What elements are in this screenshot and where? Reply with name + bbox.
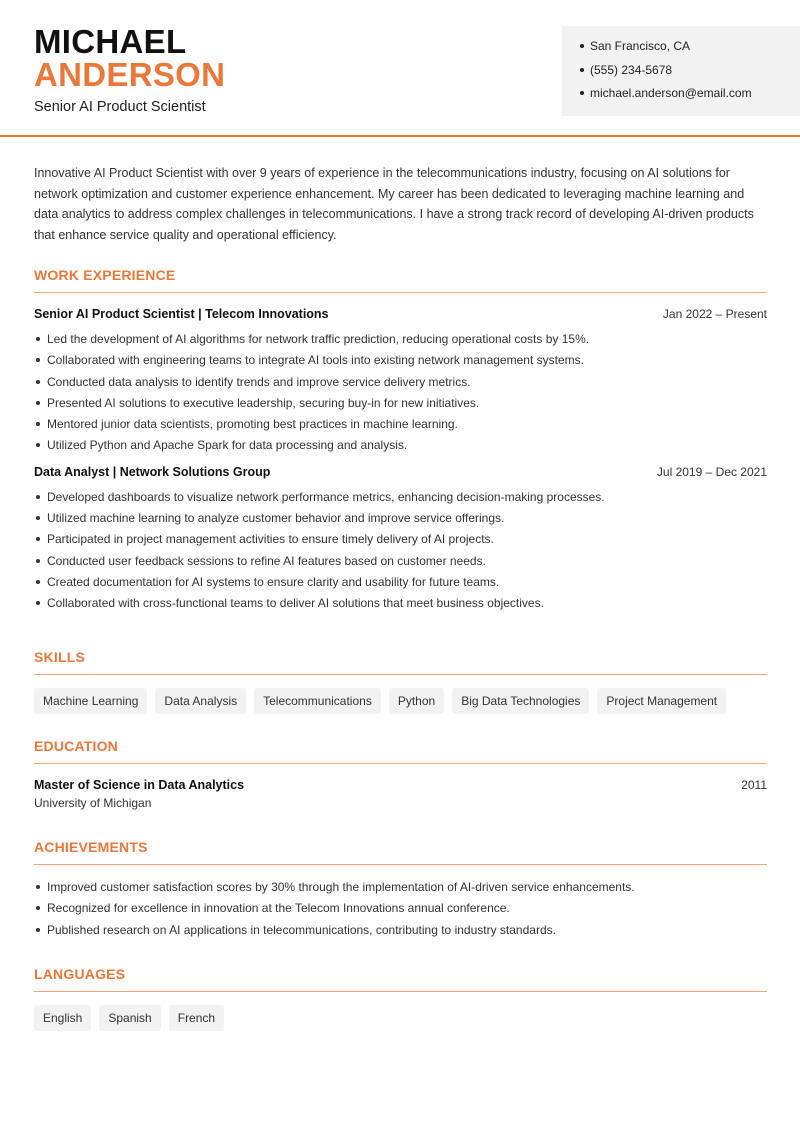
section-title-achievements: ACHIEVEMENTS xyxy=(34,839,767,865)
language-tag: French xyxy=(169,1005,224,1031)
skill-tag: Python xyxy=(389,688,444,714)
summary-section xyxy=(34,163,767,246)
section-title-education: EDUCATION xyxy=(34,738,767,764)
list-item: Presented AI solutions to executive leadership, securing buy-in for new initiatives. xyxy=(34,395,767,416)
achievements-list xyxy=(34,879,767,943)
section-title-languages: LANGUAGES xyxy=(34,966,767,992)
skill-tag: Machine Learning xyxy=(34,688,147,714)
work-experience-section xyxy=(34,267,767,617)
list-item: Collaborated with cross-functional teams to deliver AI solutions that meet business objectives. xyxy=(34,595,767,616)
list-item: Improved customer satisfaction scores by 30% through the implementation of AI-driven service enhancements. xyxy=(34,879,767,900)
list-item: Conducted data analysis to identify trends and improve service delivery metrics. xyxy=(34,374,767,395)
job-header xyxy=(34,307,767,321)
education-entry xyxy=(34,778,767,810)
skills-section xyxy=(34,649,767,714)
contact-phone: (555) 234-5678 xyxy=(580,62,800,86)
education-school: University of Michigan xyxy=(34,796,152,810)
skill-tag: Project Management xyxy=(597,688,726,714)
list-item: Created documentation for AI systems to ensure clarity and usability for future teams. xyxy=(34,574,767,595)
language-tag: Spanish xyxy=(99,1005,160,1031)
skills-tags xyxy=(34,688,767,714)
contact-email[interactable]: michael.anderson@email.com xyxy=(580,85,800,109)
education-section xyxy=(34,738,767,810)
list-item: Published research on AI applications in telecommunications, contributing to industry standards. xyxy=(34,922,767,943)
list-item: Conducted user feedback sessions to refine AI features based on customer needs. xyxy=(34,553,767,574)
languages-section xyxy=(34,966,767,1031)
skill-tag: Data Analysis xyxy=(155,688,246,714)
list-item: Mentored junior data scientists, promoting best practices in machine learning. xyxy=(34,416,767,437)
list-item: Developed dashboards to visualize network performance metrics, enhancing decision-making processes. xyxy=(34,489,767,510)
contact-location: San Francisco, CA xyxy=(580,38,800,62)
list-item: Collaborated with engineering teams to integrate AI tools into existing network management systems. xyxy=(34,352,767,373)
job-role: Senior AI Product Scientist | Telecom Innovations xyxy=(34,307,329,321)
last-name: ANDERSON xyxy=(34,56,226,93)
job-header xyxy=(34,465,767,479)
education-degree: Master of Science in Data Analytics xyxy=(34,778,245,792)
job-bullets xyxy=(34,489,767,617)
skill-tag: Telecommunications xyxy=(254,688,381,714)
list-item: Participated in project management activities to ensure timely delivery of AI projects. xyxy=(34,531,767,552)
education-header xyxy=(34,778,767,792)
list-item: Utilized machine learning to analyze customer behavior and improve service offerings. xyxy=(34,510,767,531)
job-dates: Jan 2022 – Present xyxy=(662,307,767,321)
section-title-skills: SKILLS xyxy=(34,649,767,675)
language-tag: English xyxy=(34,1005,91,1031)
resume-header xyxy=(0,0,800,137)
education-year: 2011 xyxy=(741,778,767,792)
list-item: Recognized for excellence in innovation at the Telecom Innovations annual conference. xyxy=(34,900,767,921)
contact-box xyxy=(562,26,800,116)
list-item: Led the development of AI algorithms for network traffic prediction, reducing operational costs by 15%. xyxy=(34,331,767,352)
section-title-work: WORK EXPERIENCE xyxy=(34,267,767,293)
job-entry xyxy=(34,465,767,617)
achievements-section xyxy=(34,839,767,943)
job-bullets xyxy=(34,331,767,459)
job-entry xyxy=(34,307,767,459)
languages-tags xyxy=(34,1005,767,1031)
summary-text: Innovative AI Product Scientist with over 9 years of experience in the telecommunications industry, focusing on AI solutions for network optimization and customer experience enhancement. My career has been dedicated to leveraging machine learning and data analytics to address complex challenges in telecommunications. I have a strong track record of developing AI-driven products that enhance service quality and operational efficiency. xyxy=(34,166,754,243)
job-role: Data Analyst | Network Solutions Group xyxy=(34,464,271,479)
job-dates: Jul 2019 – Dec 2021 xyxy=(656,464,767,479)
list-item: Utilized Python and Apache Spark for data processing and analysis. xyxy=(34,437,767,458)
job-title: Senior AI Product Scientist xyxy=(34,99,206,115)
first-name: MICHAEL xyxy=(34,23,187,60)
skill-tag: Big Data Technologies xyxy=(452,688,589,714)
